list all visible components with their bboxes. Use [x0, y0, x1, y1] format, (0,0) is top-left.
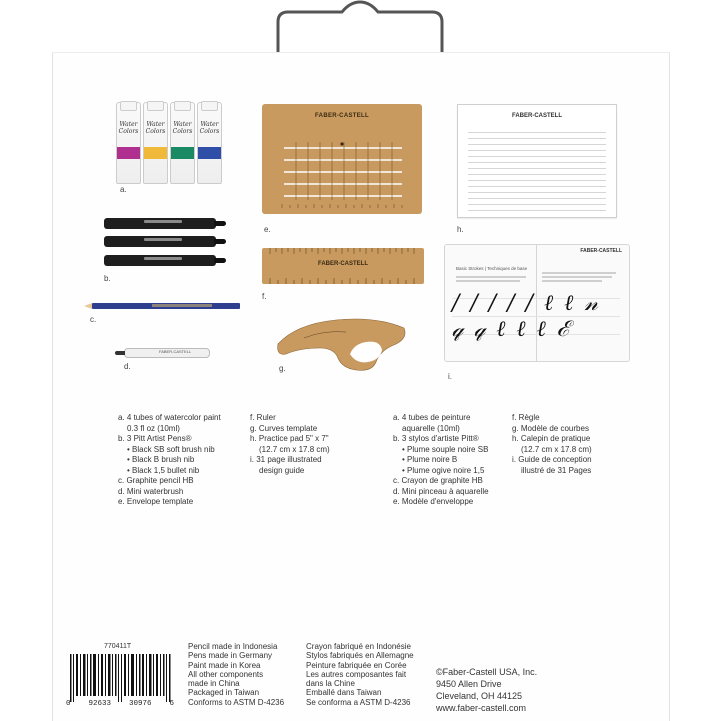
paint-tube: Water Colors: [170, 102, 195, 184]
contents-list-item: c. Graphite pencil HB: [118, 476, 194, 485]
pitt-pen: [104, 218, 216, 229]
contents-list-item: g. Curves template: [250, 423, 318, 433]
contents-list-item: (12.7 cm x 17.8 cm): [521, 444, 592, 454]
contents-english-column-1: [118, 413, 221, 508]
contents-list-item: b. 3 stylos d'artiste Pitt®: [393, 434, 479, 443]
tube-color-band: [171, 147, 194, 159]
brush-strokes-row-1: / / / / / ℓ ℓ 𝓃: [452, 291, 600, 316]
watercolor-tubes: [116, 102, 220, 182]
paint-tube: Water Colors: [143, 102, 168, 184]
tube-color-band: [198, 147, 221, 159]
item-letter-g: g.: [279, 364, 286, 373]
contents-list-item: • Black 1,5 bullet nib: [127, 465, 200, 475]
contents-french-column-1: [393, 413, 489, 508]
curves-template: [276, 314, 408, 372]
envelope-template: [262, 104, 422, 214]
item-letter-e: e.: [264, 225, 271, 234]
contents-list-item: a. 4 tubes de peinture: [393, 413, 471, 422]
company-address: ©Faber-Castell USA, Inc. 9450 Allen Drive Cleveland, OH 44125 www.faber-castell.com: [436, 667, 538, 713]
sku-code: 770411T: [104, 643, 132, 650]
mini-waterbrush: FABER-CASTELL: [124, 348, 210, 358]
contents-list-item: illustré de 31 Pages: [521, 465, 592, 475]
contents-list-item: aquarelle (10ml): [402, 423, 460, 433]
origin-french: Crayon fabriqué en Indonésie Stylos fabriqués en Allemagne Peinture fabriquée en Corée Les autres composantes fait dans la Chine Emballé dans Taiwan Se conforma a ASTM D-4236: [306, 642, 414, 707]
practice-pad: [457, 104, 617, 218]
paint-tube: Water Colors: [116, 102, 141, 184]
contents-list-item: f. Ruler: [250, 413, 276, 422]
contents-list-item: • Black B brush nib: [127, 455, 195, 464]
upc-barcode: [66, 654, 174, 702]
contents-list-item: i. Guide de conception: [512, 455, 592, 464]
contents-list-item: a. 4 tubes of watercolor paint: [118, 413, 221, 422]
pitt-pen: [104, 255, 216, 266]
brush-strokes-row-2: 𝓆 𝓆 ℓ ℓ ℓ ℰ: [452, 317, 572, 342]
contents-list-item: (12.7 cm x 17.8 cm): [259, 444, 330, 454]
hanger-hook: [272, 0, 448, 56]
guide-heading: Basic Strokes | Techniques de base: [456, 266, 528, 271]
pitt-pen: [104, 236, 216, 247]
contents-list-item: • Plume noire B: [402, 455, 458, 464]
item-letter-i: i.: [448, 372, 452, 381]
envelope-grid: [262, 104, 422, 214]
tube-color-band: [144, 147, 167, 159]
item-letter-b: b.: [104, 274, 111, 283]
contents-list-item: • Plume souple noire SB: [402, 444, 489, 454]
website-link[interactable]: www.faber-castell.com: [436, 703, 527, 713]
contents-list-item: 0.3 fl oz (10ml): [127, 423, 180, 433]
item-letter-a: a.: [120, 185, 127, 194]
graphite-pencil: [92, 303, 240, 309]
item-letter-d: d.: [124, 362, 131, 371]
item-letter-h: h.: [457, 225, 464, 234]
tube-color-band: [117, 147, 140, 159]
ruler: [262, 248, 424, 284]
contents-list-item: design guide: [259, 465, 305, 475]
contents-list-item: c. Crayon de graphite HB: [393, 476, 483, 485]
contents-list-item: h. Practice pad 5" x 7": [250, 434, 329, 443]
design-guide-book: [444, 244, 628, 362]
contents-list-item: b. 3 Pitt Artist Pens®: [118, 434, 192, 443]
brand-logo: FABER-CASTELL: [315, 113, 369, 119]
contents-list-item: • Plume ogive noire 1,5: [402, 465, 485, 475]
contents-list-item: h. Calepin de pratique: [512, 434, 591, 443]
ruled-lines: [468, 127, 606, 211]
item-letter-f: f.: [262, 292, 267, 301]
contents-english-column-2: [250, 413, 330, 476]
barcode-digits: 0 92633 30976 6: [66, 700, 174, 708]
brand-logo: FABER-CASTELL: [580, 248, 622, 254]
contents-list-item: f. Règle: [512, 413, 540, 422]
item-letter-c: c.: [90, 315, 97, 324]
contents-list-item: i. 31 page illustrated: [250, 455, 322, 464]
contents-list-item: d. Mini pinceau à aquarelle: [393, 486, 489, 496]
contents-list-item: e. Modèle d'enveloppe: [393, 497, 474, 506]
contents-list-item: d. Mini waterbrush: [118, 486, 184, 496]
contents-list-item: • Black SB soft brush nib: [127, 444, 215, 454]
paint-tube: Water Colors: [197, 102, 222, 184]
contents-list-item: g. Modèle de courbes: [512, 423, 589, 433]
contents-list-item: e. Envelope template: [118, 497, 194, 506]
contents-french-column-2: [512, 413, 592, 476]
brand-logo: FABER-CASTELL: [512, 113, 562, 119]
brand-logo: FABER-CASTELL: [318, 261, 368, 267]
origin-english: Pencil made in Indonesia Pens made in Germany Paint made in Korea All other components made in China Packaged in Taiwan Conforms to ASTM D-4236: [188, 642, 285, 707]
